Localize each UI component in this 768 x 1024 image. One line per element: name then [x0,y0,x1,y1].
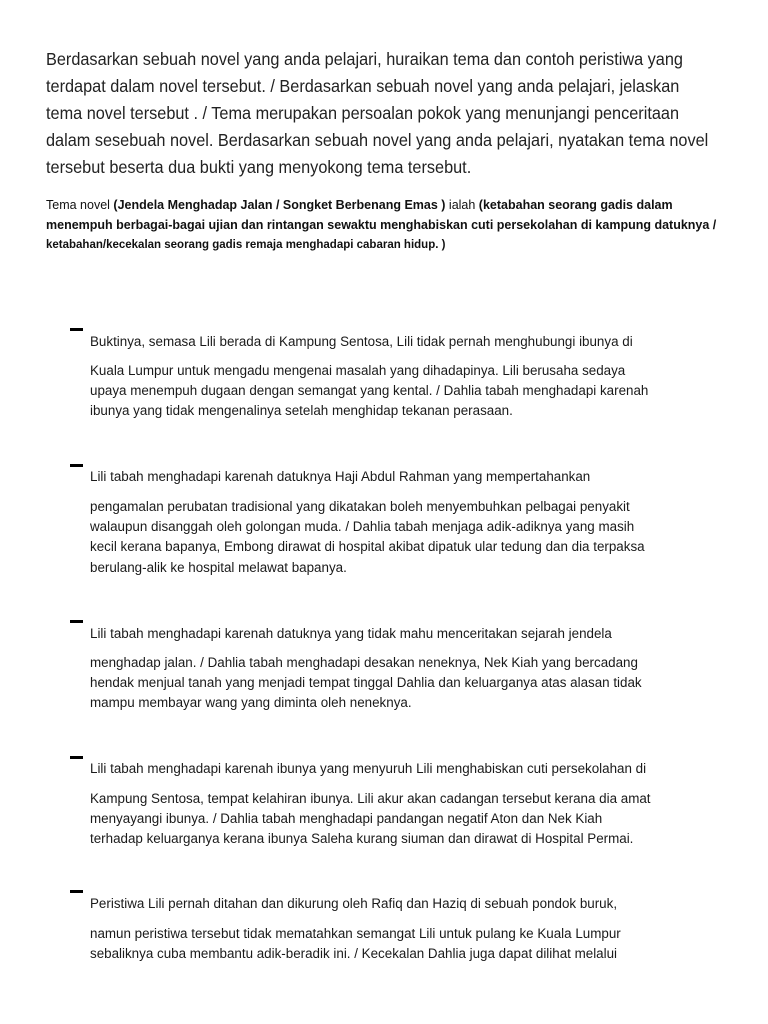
bullet-dash-icon [70,890,83,893]
question-line: tersebut beserta dua bukti yang menyokong tema tersebut. [46,157,472,177]
evidence-line: ibunya yang tidak mengenalinya setelah menghidap tekanan perasaan. [90,403,513,419]
question-paragraph [46,46,736,181]
evidence-first-line: Lili tabah menghadapi karenah datuknya Haji Abdul Rahman yang mempertahankan [90,469,591,484]
evidence-body [90,789,740,850]
evidence-line: pengamalan perubatan tradisional yang dikatakan boleh menyembuhkan pelbagai penyakit [90,499,630,514]
theme-prefix: Tema novel [46,198,114,212]
evidence-line: berulang-alik ke hospital melawat bapanya. [90,559,347,575]
theme-paragraph [46,196,736,256]
evidence-line: mampu membayar wang yang diminta oleh neneknya. [90,695,412,711]
evidence-line: menyayangi ibunya. / Dahlia tabah menghadapi pandangan negatif Aton dan Nek Kiah [90,811,603,827]
question-line: tema novel tersebut . / Tema merupakan persoalan pokok yang menunjangi penceritaan [46,103,680,123]
evidence-first-line: Lili tabah menghadapi karenah datuknya yang tidak mahu menceritakan sejarah jendela [90,626,612,641]
evidence-first-line: Peristiwa Lili pernah ditahan dan dikurung oleh Rafiq dan Haziq di sebuah pondok buruk, [90,896,618,911]
question-line: Berdasarkan sebuah novel yang anda pelajari, huraikan tema dan contoh peristiwa yang [46,49,683,69]
theme-statement-1: (ketabahan seorang gadis dalam menempuh berbagai-bagai ujian dan rintangan sewaktu menghabiskan cuti persekolahan di kampung datuknya / [46,198,717,232]
evidence-body [90,361,740,422]
evidence-body [90,653,740,714]
evidence-body [90,497,740,578]
evidence-line: kecil kerana bapanya, Embong dirawat di hospital akibat dipatuk ular tedung dan dia terpaksa [90,539,645,555]
bullet-dash-icon [70,756,83,759]
evidence-line: walaupun disanggah oleh golongan muda. / Dahlia tabah menjaga adik-adiknya yang masih [90,519,635,535]
question-line: dalam sesebuah novel. Berdasarkan sebuah novel yang anda pelajari, nyatakan tema novel [46,130,709,150]
bullet-dash-icon [70,464,83,467]
evidence-body [90,924,740,964]
novel-titles: (Jendela Menghadap Jalan / Songket Berbenang Emas ) [113,198,446,212]
evidence-line: hendak menjual tanah yang menjadi tempat tinggal Dahlia dan keluarganya atas alasan tidak [90,675,642,691]
theme-ialah: ialah [445,198,479,212]
evidence-line: sebaliknya cuba membantu adik-beradik ini. / Kecekalan Dahlia juga dapat dilihat melalui [90,946,618,962]
evidence-first-line: Lili tabah menghadapi karenah ibunya yang menyuruh Lili menghabiskan cuti persekolahan di [90,761,647,776]
bullet-dash-icon [70,620,83,623]
evidence-line: menghadap jalan. / Dahlia tabah menghadapi desakan neneknya, Nek Kiah yang bercadang [90,655,638,670]
bullet-dash-icon [70,328,83,331]
evidence-line: terhadap keluarganya kerana ibunya Saleha kurang siuman dan dirawat di Hospital Permai. [90,831,634,847]
theme-statement-2: ketabahan/kecekalan seorang gadis remaja menghadapi cabaran hidup. ) [46,239,446,251]
evidence-line: Kampung Sentosa, tempat kelahiran ibunya. Lili akur akan cadangan tersebut kerana dia amat [90,791,651,806]
evidence-line: Kuala Lumpur untuk mengadu mengenai masalah yang dihadapinya. Lili berusaha sedaya [90,363,626,378]
evidence-line: namun peristiwa tersebut tidak mematahkan semangat Lili untuk pulang ke Kuala Lumpur [90,926,621,941]
evidence-line: upaya menempuh dugaan dengan semangat yang kental. / Dahlia tabah menghadapi karenah [90,383,649,399]
evidence-first-line: Buktinya, semasa Lili berada di Kampung Sentosa, Lili tidak pernah menghubungi ibunya di [90,334,633,349]
question-line: terdapat dalam novel tersebut. / Berdasarkan sebuah novel yang anda pelajari, jelaskan [46,76,680,96]
